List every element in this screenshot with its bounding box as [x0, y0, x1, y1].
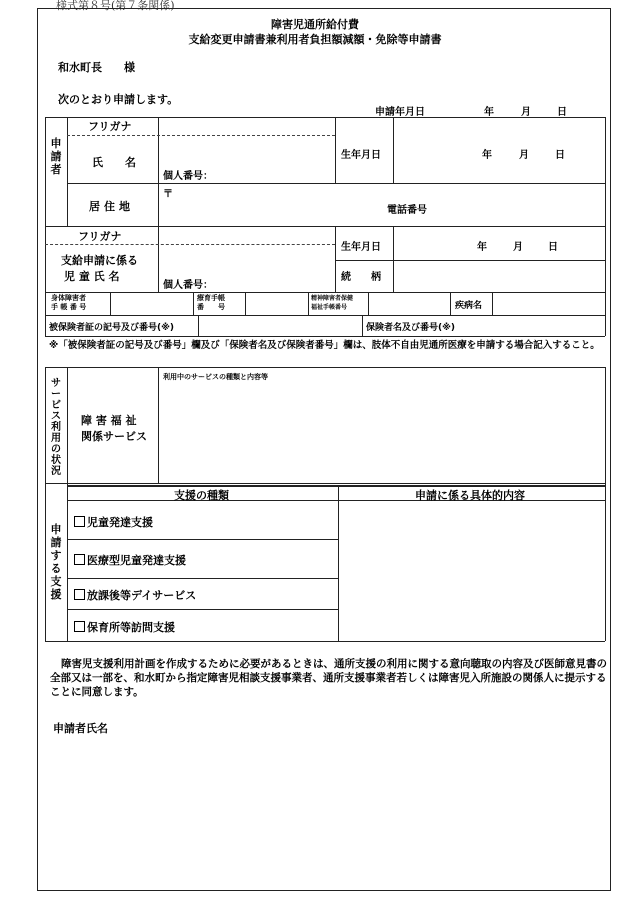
signature-label: 申請者氏名 — [53, 722, 108, 735]
support-option-medical-child-development[interactable] — [74, 552, 186, 568]
application-month: 月 — [521, 107, 531, 118]
application-date-label: 申請年月日 — [375, 107, 425, 118]
child-birth-month: 月 — [513, 242, 523, 253]
support-option-child-development[interactable] — [74, 514, 153, 530]
form-number: 様式第８号(第７条関係) — [56, 0, 175, 12]
applicant-personal-number-label: 個人番号： — [163, 171, 213, 182]
rehab-handbook-label-2: 番 号 — [197, 303, 225, 311]
child-name-label-line1: 支給申請に係る — [61, 254, 138, 267]
support-content-header: 申請に係る具体的内容 — [415, 489, 525, 502]
applicant-name-label: 氏 名 — [92, 156, 136, 169]
disability-handbook-label-2: 手 帳 番 号 — [51, 303, 87, 311]
disability-handbook-label-1: 身体障害者 — [51, 294, 86, 302]
applicant-phone-label: 電話番号 — [387, 205, 427, 216]
postal-mark: 〒 — [163, 189, 173, 200]
support-option-label: 医療型児童発達支援 — [87, 554, 186, 567]
form-title-line2: 支給変更申請書兼利用者負担額減額・免除等申請書 — [188, 33, 442, 46]
applicant-section-label: 申請者 — [50, 137, 62, 176]
mental-handbook-label-2: 福祉手帳番号 — [311, 304, 348, 311]
support-option-label: 児童発達支援 — [87, 516, 153, 529]
child-furigana-label: フリガナ — [78, 230, 122, 243]
application-year: 年 — [484, 107, 494, 118]
checkbox[interactable] — [74, 621, 85, 632]
checkbox[interactable] — [74, 516, 85, 527]
support-option-nursery-visit-support[interactable] — [74, 619, 175, 635]
application-day: 日 — [557, 107, 567, 118]
addressee: 和水町長 様 — [58, 61, 135, 74]
mental-handbook-label-1: 精神障害者保健 — [311, 295, 354, 302]
applicant-birth-month: 月 — [519, 150, 529, 161]
applicant-furigana-label: フリガナ — [88, 120, 132, 133]
applicant-birthdate-label: 生年月日 — [341, 150, 381, 161]
service-label-line2: 関係サービス — [81, 430, 147, 443]
support-option-label: 保育所等訪問支援 — [87, 621, 175, 634]
service-status-section-label: サービス利用の状況 — [51, 378, 61, 477]
support-type-header: 支援の種類 — [174, 489, 229, 502]
insurance-card-label: 被保険者証の記号及び番号(※) — [49, 323, 174, 333]
support-option-after-school-day-service[interactable] — [74, 587, 196, 603]
service-label-line1: 障 害 福 祉 — [81, 414, 137, 427]
applicant-address-label: 居住地 — [89, 200, 134, 213]
child-name-label-line2: 児 童 氏 名 — [64, 270, 120, 283]
form-frame — [37, 8, 611, 891]
child-birth-day: 日 — [548, 242, 558, 253]
applicant-section — [45, 117, 67, 226]
support-request-section-label: 申請する支援 — [50, 523, 62, 601]
disease-label: 疾病名 — [455, 301, 483, 311]
checkbox[interactable] — [74, 554, 85, 565]
rehab-handbook-label-1: 療育手帳 — [197, 294, 225, 302]
applicant-birth-day: 日 — [555, 150, 565, 161]
child-relationship-label: 続 柄 — [341, 272, 381, 283]
child-personal-number-label: 個人番号： — [163, 280, 213, 291]
form-title-line1: 障害児通所給付費 — [271, 18, 359, 31]
child-birthdate-label: 生年月日 — [341, 242, 381, 253]
service-details-label: 利用中のサービスの種類と内容等 — [163, 373, 268, 381]
child-birth-year: 年 — [477, 242, 487, 253]
support-option-label: 放課後等デイサービス — [87, 589, 197, 602]
intro-text: 次のとおり申請します。 — [58, 93, 179, 106]
insurance-note: ※「被保険者証の記号及び番号」欄及び「保険者名及び保険者番号」欄は、肢体不自由児通所医療を申請する場合記入すること。 — [49, 340, 600, 351]
insurer-label: 保険者名及び番号(※) — [366, 323, 455, 333]
applicant-birth-year: 年 — [482, 150, 492, 161]
consent-text: 障害児支援利用計画を作成するために必要があるときは、通所支援の利用に関する意向聴取の内容及び医師意見書の全部又は一部を、和水町から指定障害児相談支援事業者、通所支援事業者若しくは障害児入所施設の関係人に提示することに同意します。 — [50, 658, 607, 698]
checkbox[interactable] — [74, 589, 85, 600]
